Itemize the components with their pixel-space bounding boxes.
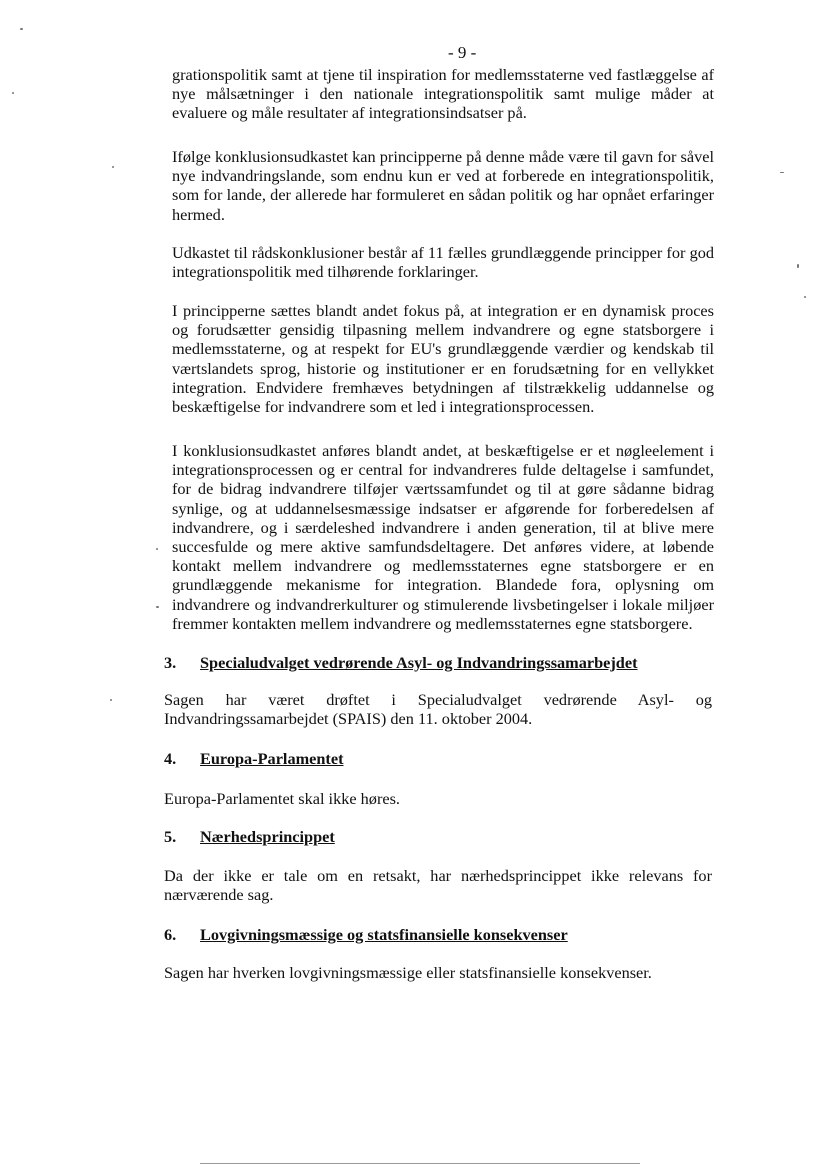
paragraph-integration-policy: grationspolitik samt at tjene til inspiration for medlemsstaterne ved fastlæggelse af nye målsætninger i den nationale integrationspolitik samt mulige måder at evaluere og måle resultater af integrationsindsatser på. <box>172 65 714 123</box>
section-number: 6. <box>164 925 177 944</box>
scan-speck <box>156 606 159 608</box>
section-title: Europa-Parlamentet <box>200 749 344 768</box>
paragraph-council-conclusions: Udkastet til rådskonklusioner består af 11 fælles grundlæggende principper for god integrationspolitik med tilhørende forklaringer. <box>172 243 714 282</box>
scan-speck <box>797 264 799 268</box>
scan-speck <box>12 92 14 94</box>
section-title: Nærhedsprincippet <box>200 827 335 846</box>
section-body-4: Europa-Parlamentet skal ikke høres. <box>164 789 400 808</box>
section-heading-6 <box>164 925 568 945</box>
section-body-5: Da der ikke er tale om en retsakt, har nærhedsprincippet ikke relevans for nærværende sag. <box>164 866 712 905</box>
scan-speck <box>112 166 114 168</box>
section-title: Specialudvalget vedrørende Asyl- og Indvandringssamarbejdet <box>200 653 638 672</box>
page-number: - 9 - <box>448 43 477 62</box>
scan-speck <box>110 699 112 701</box>
section-number: 5. <box>164 827 177 846</box>
section-number: 4. <box>164 749 177 768</box>
scan-speck <box>156 548 158 550</box>
bottom-rule <box>200 1163 640 1164</box>
section-number: 3. <box>164 653 177 672</box>
section-heading-4 <box>164 749 344 769</box>
section-heading-5 <box>164 827 335 847</box>
scan-speck <box>20 28 23 30</box>
paragraph-conclusion-draft: Ifølge konklusionsudkastet kan principperne på denne måde være til gavn for såvel nye indvandringslande, som endnu kun er ved at forberede en integrationspolitik, som for lande, der allerede har formuleret en sådan politik og har opnået erfaringer hermed. <box>172 147 714 224</box>
section-body-3: Sagen har været drøftet i Specialudvalget vedrørende Asyl- og Indvandringssamarbejdet (SPAIS) den 11. oktober 2004. <box>164 690 712 729</box>
section-body-6: Sagen har hverken lovgivningsmæssige eller statsfinansielle konsekvenser. <box>164 963 652 982</box>
paragraph-principles-focus: I principperne sættes blandt andet fokus på, at integration er en dynamisk proces og forudsætter gensidig tilpasning mellem indvandrere og egne statsborgere i medlemsstaterne, og at respekt for EU's grundlæggende værdier og kendskab til værtslandets sprog, historie og institutioner er en forudsætning for en vellykket integration. Endvidere fremhæves betydningen af tilstrækkelig uddannelse og beskæftigelse for indvandrere som et led i integrationsprocessen. <box>172 301 714 417</box>
scan-speck <box>780 172 784 173</box>
section-title: Lovgivningsmæssige og statsfinansielle konsekvenser <box>200 925 568 944</box>
section-heading-3 <box>164 653 638 673</box>
scan-speck <box>804 296 806 298</box>
paragraph-employment: I konklusionsudkastet anføres blandt andet, at beskæftigelse er et nøgleelement i integrationsprocessen og er central for indvandreres fulde deltagelse i samfundet, for de bidrag indvandrere tilføjer værtssamfundet og til at gøre sådanne bidrag synlige, og at uddannelsesmæssige indsatser er afgørende for forberedelsen af indvandrere, og i særdeleshed indvandrere i anden generation, til at blive mere succesfulde og mere aktive samfundsdeltagere. Det anføres videre, at løbende kontakt mellem indvandrere og medlemsstaternes egne statsborgere er en grundlæggende mekanisme for integration. Blandede fora, oplysning om indvandrere og indvandrerkulturer og stimulerende livsbetingelser i lokale miljøer fremmer kontakten mellem indvandrere og medlemsstaternes egne statsborgere. <box>172 441 714 633</box>
